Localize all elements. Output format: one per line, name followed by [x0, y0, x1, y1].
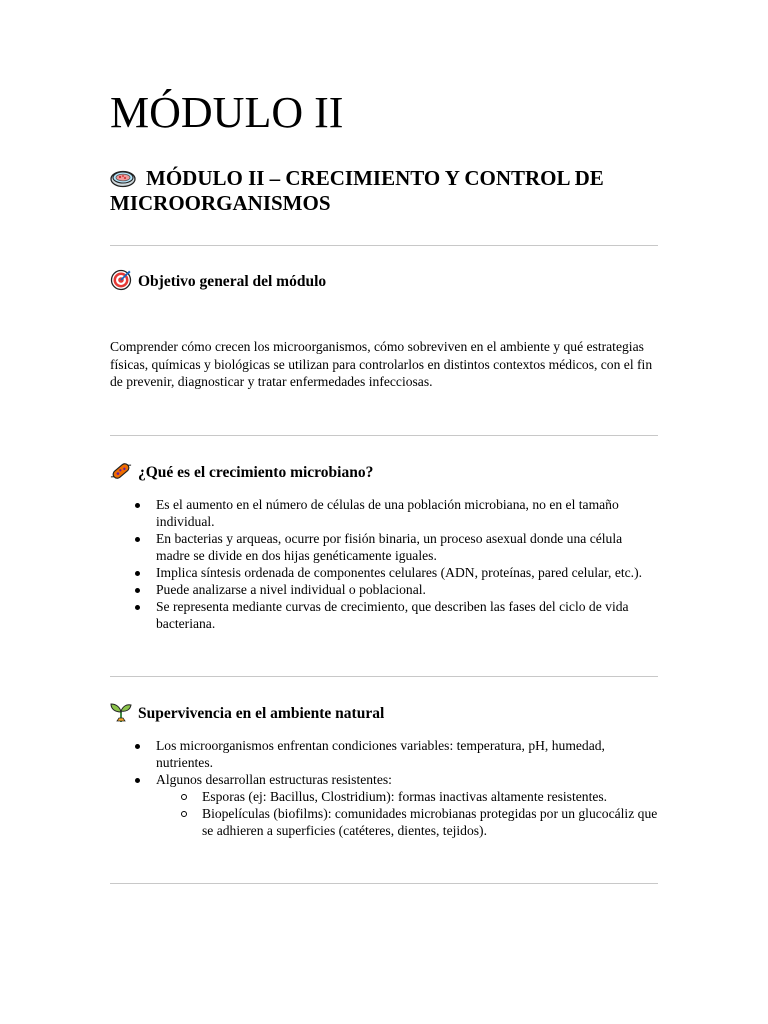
section-divider [110, 883, 658, 884]
survival-heading-text: Supervivencia en el ambiente natural [138, 705, 385, 722]
section-divider [110, 676, 658, 677]
objective-heading [110, 269, 326, 292]
sub-list-item: Biopelículas (biofilms): comunidades microbianas protegidas por un glucocáliz que se adhieren a superficies (catéteres, dientes, tejidos). [202, 806, 658, 838]
sub-list-item: Esporas (ej: Bacillus, Clostridium): formas inactivas altamente resistentes. [202, 788, 658, 805]
target-icon [110, 269, 132, 291]
objective-heading-text: Objetivo general del módulo [138, 273, 327, 290]
survival-sublist [156, 788, 658, 839]
module-heading-text: MÓDULO II – CRECIMIENTO Y CONTROL DE MICROORGANISMOS [110, 166, 604, 215]
growth-heading-text: ¿Qué es el crecimiento microbiano? [138, 464, 374, 481]
module-heading [110, 166, 670, 216]
list-item: Los microorganismos enfrentan condiciones variables: temperatura, pH, humedad, nutrientes. [156, 737, 658, 771]
survival-heading [110, 701, 384, 724]
petri-dish-icon [110, 168, 136, 188]
section-divider [110, 245, 658, 246]
objective-paragraph: Comprender cómo crecen los microorganismos, cómo sobreviven en el ambiente y qué estrategias físicas, químicas y biológicas se utilizan para controlarlos en distintos contextos médicos, con el fin de prevenir, diagnosticar y tratar enfermedades infecciosas. [110, 339, 653, 389]
growth-heading [110, 460, 373, 483]
document-title: MÓDULO II [110, 88, 344, 137]
section-divider [110, 435, 658, 436]
growth-list [110, 496, 658, 632]
list-item: En bacterias y arqueas, ocurre por fisión binaria, un proceso asexual donde una célula madre se divide en dos hijas genéticamente iguales. [156, 530, 658, 564]
list-item: Se representa mediante curvas de crecimiento, que describen las fases del ciclo de vida bacteriana. [156, 598, 658, 632]
list-item: Puede analizarse a nivel individual o poblacional. [156, 581, 658, 598]
seedling-icon [110, 701, 132, 723]
microbe-icon [110, 460, 132, 482]
list-item [156, 771, 658, 839]
survival-list [110, 737, 658, 839]
list-item-text: Algunos desarrollan estructuras resistentes: [156, 772, 392, 787]
list-item: Implica síntesis ordenada de componentes celulares (ADN, proteínas, pared celular, etc.). [156, 564, 658, 581]
list-item: Es el aumento en el número de células de una población microbiana, no en el tamaño individual. [156, 496, 658, 530]
